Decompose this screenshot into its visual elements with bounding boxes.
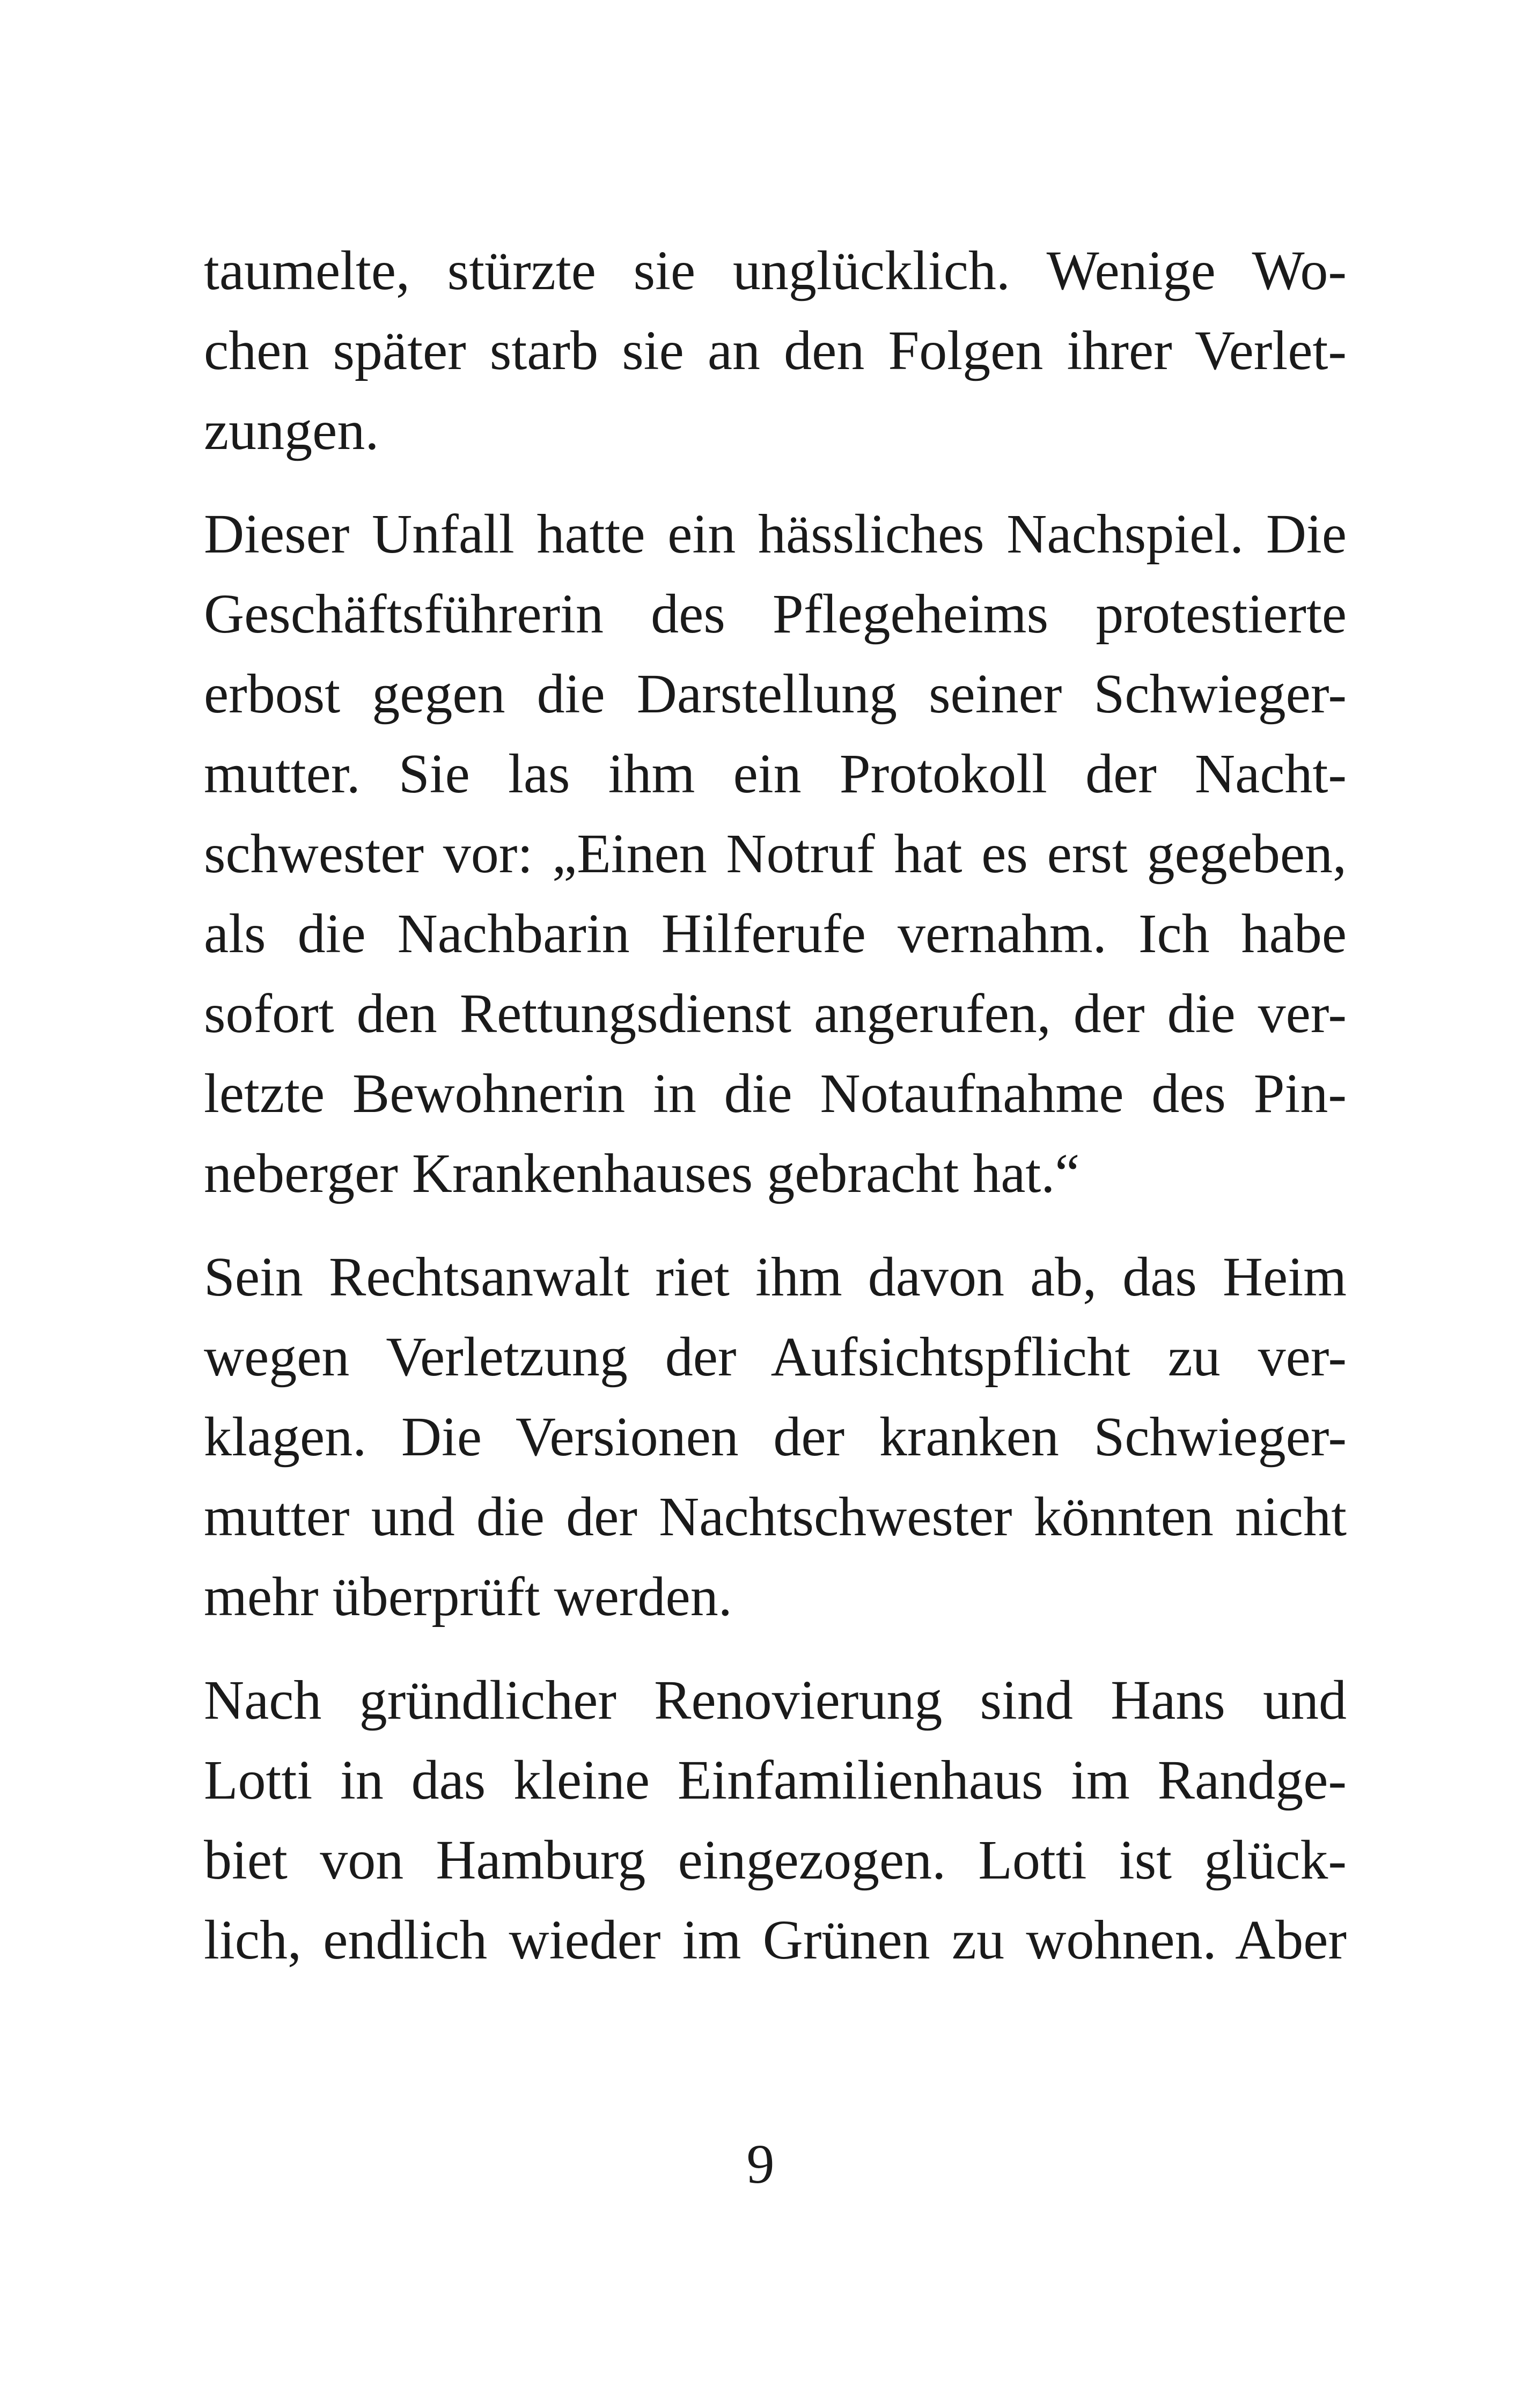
paragraph-3 [204, 1237, 1347, 1637]
text-line: Geschäftsführerin des Pflegeheims protestierte [204, 583, 1347, 645]
page-number: 9 [746, 2133, 775, 2195]
text-line: chen später starb sie an den Folgen ihrer Verlet- [204, 320, 1347, 381]
text-line: mutter und die der Nachtschwester könnten nicht [204, 1486, 1347, 1548]
text-line: als die Nachbarin Hilferufe vernahm. Ich habe [204, 903, 1347, 964]
text-line: Dieser Unfall hatte ein hässliches Nachspiel. Die [204, 503, 1347, 565]
text-line: lich, endlich wieder im Grünen zu wohnen. Aber [204, 1909, 1347, 1971]
text-line: mehr überprüft werden. [204, 1566, 732, 1628]
paragraph-4 [204, 1660, 1347, 1980]
text-line: neberger Krankenhauses gebracht hat.“ [204, 1143, 1080, 1204]
text-line: zungen. [204, 400, 379, 461]
text-line: mutter. Sie las ihm ein Protokoll der Nacht- [204, 743, 1347, 805]
text-line: wegen Verletzung der Aufsichtspflicht zu ver- [204, 1326, 1347, 1388]
body-text [204, 231, 1347, 1980]
text-line: Nach gründlicher Renovierung sind Hans und [204, 1669, 1347, 1731]
paragraph-1 [204, 231, 1347, 470]
text-line: taumelte, stürzte sie unglücklich. Wenige Wo- [204, 240, 1347, 301]
text-line: letzte Bewohnerin in die Notaufnahme des Pin- [204, 1063, 1347, 1124]
paragraph-2 [204, 494, 1347, 1213]
text-line: biet von Hamburg eingezogen. Lotti ist glück- [204, 1829, 1347, 1891]
text-line: Lotti in das kleine Einfamilienhaus im Randge- [204, 1749, 1347, 1811]
text-line: sofort den Rettungsdienst angerufen, der die ver- [204, 983, 1347, 1044]
text-line: erbost gegen die Darstellung seiner Schwieger- [204, 663, 1347, 725]
text-line: schwester vor: „Einen Notruf hat es erst gegeben, [204, 823, 1347, 885]
text-line: Sein Rechtsanwalt riet ihm davon ab, das Heim [204, 1246, 1347, 1308]
text-line: klagen. Die Versionen der kranken Schwieger- [204, 1406, 1347, 1468]
